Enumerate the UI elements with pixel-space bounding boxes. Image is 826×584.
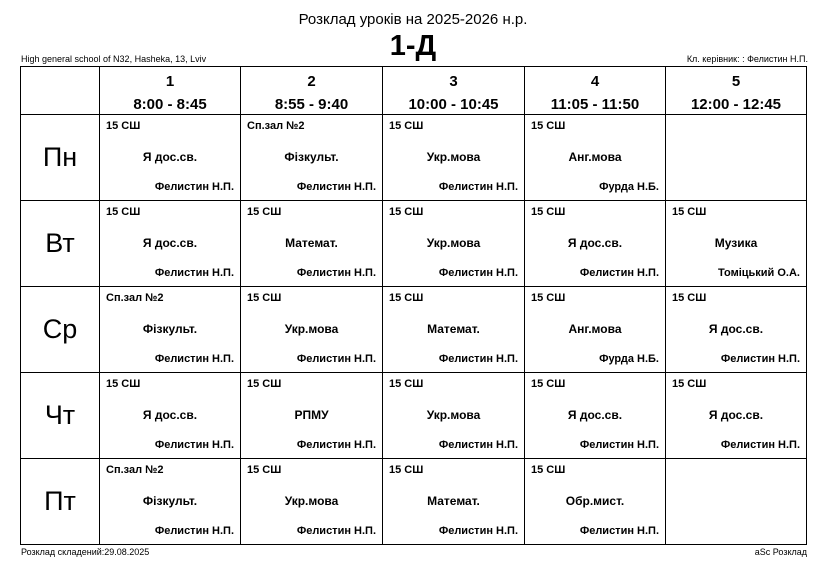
period-number: 4 <box>590 72 600 90</box>
lesson-teacher: Фелистин Н.П. <box>296 181 376 193</box>
lesson-room: Сп.зал №2 <box>247 120 305 132</box>
period-time: 10:00 - 10:45 <box>408 95 499 113</box>
lesson-room: 15 СШ <box>531 292 566 304</box>
period-number: 2 <box>307 72 316 90</box>
lesson-subject: Укр.мова <box>284 494 339 508</box>
lesson-cell <box>383 373 525 459</box>
lesson-room: 15 СШ <box>247 378 282 390</box>
lesson-teacher: Фелистин Н.П. <box>720 439 800 451</box>
lesson-cell <box>100 201 241 287</box>
period-time: 8:00 - 8:45 <box>133 95 207 113</box>
lesson-subject: Математ. <box>427 494 480 508</box>
lesson-room: 15 СШ <box>531 206 566 218</box>
day-row <box>21 287 807 373</box>
lesson-teacher: Фелистин Н.П. <box>154 181 234 193</box>
day-label: Вт <box>21 201 100 287</box>
lesson-room: 15 СШ <box>389 206 424 218</box>
lesson-room: 15 СШ <box>672 378 707 390</box>
lesson-room: 15 СШ <box>531 378 566 390</box>
period-number: 1 <box>165 72 175 90</box>
lesson-teacher: Фелистин Н.П. <box>154 525 234 537</box>
period-header <box>666 67 807 115</box>
lesson-subject: Я дос.св. <box>708 408 764 422</box>
lesson-room: Сп.зал №2 <box>106 464 164 476</box>
lesson-room: 15 СШ <box>389 292 424 304</box>
lesson-cell <box>666 287 807 373</box>
lesson-cell <box>666 115 807 201</box>
day-row <box>21 115 807 201</box>
lesson-teacher: Фелистин Н.П. <box>296 267 376 279</box>
lesson-subject: Фізкульт. <box>142 494 198 508</box>
generated-date: Розклад складений:29.08.2025 <box>21 547 150 557</box>
lesson-room: 15 СШ <box>389 378 424 390</box>
lesson-cell <box>100 459 241 545</box>
day-label: Чт <box>21 373 100 459</box>
day-label: Ср <box>21 287 100 373</box>
lesson-cell <box>383 201 525 287</box>
lesson-teacher: Фелистин Н.П. <box>579 439 659 451</box>
lesson-subject: Укр.мова <box>426 150 481 164</box>
period-number: 5 <box>731 72 741 90</box>
lesson-room: 15 СШ <box>531 120 566 132</box>
lesson-cell <box>383 287 525 373</box>
lesson-teacher: Фелистин Н.П. <box>720 353 800 365</box>
lesson-room: 15 СШ <box>106 206 141 218</box>
timetable-grid <box>20 66 807 545</box>
lesson-cell <box>525 459 666 545</box>
lesson-teacher: Фелистин Н.П. <box>438 439 518 451</box>
lesson-cell <box>525 373 666 459</box>
lesson-subject: Укр.мова <box>426 236 481 250</box>
day-row <box>21 373 807 459</box>
lesson-room: 15 СШ <box>106 378 141 390</box>
period-header <box>241 67 383 115</box>
lesson-teacher: Фелистин Н.П. <box>296 525 376 537</box>
lesson-cell <box>666 373 807 459</box>
lesson-cell <box>241 115 383 201</box>
lesson-subject: Я дос.св. <box>567 408 623 422</box>
period-header <box>100 67 241 115</box>
lesson-teacher: Фелистин Н.П. <box>579 525 659 537</box>
lesson-subject: Фізкульт. <box>284 150 339 164</box>
lesson-teacher: Фелистин Н.П. <box>438 181 518 193</box>
period-header-row <box>21 67 807 115</box>
lesson-teacher: Фелистин Н.П. <box>296 353 376 365</box>
lesson-subject: Анг.мова <box>568 322 622 336</box>
lesson-teacher: Фелистин Н.П. <box>154 439 234 451</box>
lesson-teacher: Фурда Н.Б. <box>599 181 659 193</box>
lesson-cell <box>666 459 807 545</box>
lesson-cell <box>525 201 666 287</box>
lesson-subject: Анг.мова <box>568 150 622 164</box>
lesson-teacher: Томіцький О.А. <box>717 267 800 279</box>
lesson-teacher: Фелистин Н.П. <box>154 353 234 365</box>
lesson-room: 15 СШ <box>247 206 282 218</box>
lesson-subject: Математ. <box>427 322 480 336</box>
lesson-cell <box>100 373 241 459</box>
lesson-room: 15 СШ <box>247 464 282 476</box>
lesson-cell <box>100 115 241 201</box>
day-label: Пт <box>21 459 100 545</box>
school-name: High general school of N32, Hasheka, 13, Lviv <box>21 54 207 64</box>
lesson-cell <box>241 373 383 459</box>
app-name: aSc Розклад <box>754 547 807 557</box>
lesson-room: 15 СШ <box>389 464 424 476</box>
lesson-teacher: Фелистин Н.П. <box>296 439 376 451</box>
lesson-room: 15 СШ <box>247 292 282 304</box>
lesson-teacher: Фелистин Н.П. <box>438 353 518 365</box>
lesson-room: 15 СШ <box>389 120 424 132</box>
lesson-subject: Я дос.св. <box>142 236 198 250</box>
schedule-title: Розклад уроків на 2025-2026 н.р. <box>298 11 528 28</box>
lesson-room: 15 СШ <box>106 120 141 132</box>
lesson-subject: РПМУ <box>294 408 329 422</box>
class-teacher: Кл. керівник: : Фелистин Н.П. <box>686 54 808 64</box>
lesson-room: 15 СШ <box>672 206 707 218</box>
lesson-teacher: Фелистин Н.П. <box>579 267 659 279</box>
lesson-subject: Укр.мова <box>426 408 481 422</box>
lesson-cell <box>383 115 525 201</box>
day-label: Пн <box>21 115 100 201</box>
lesson-cell <box>525 115 666 201</box>
period-time: 12:00 - 12:45 <box>690 95 782 113</box>
lesson-subject: Обр.мист. <box>565 494 625 508</box>
lesson-cell <box>241 287 383 373</box>
lesson-teacher: Фелистин Н.П. <box>154 267 234 279</box>
lesson-subject: Я дос.св. <box>142 150 198 164</box>
lesson-teacher: Фурда Н.Б. <box>599 353 659 365</box>
lesson-cell <box>241 459 383 545</box>
class-name: 1-Д <box>389 30 437 62</box>
period-header <box>383 67 525 115</box>
lesson-subject: Я дос.св. <box>708 322 764 336</box>
period-time: 11:05 - 11:50 <box>550 95 640 113</box>
lesson-subject: Музика <box>714 236 758 250</box>
lesson-subject: Я дос.св. <box>142 408 198 422</box>
corner-cell <box>21 67 100 115</box>
period-number: 3 <box>449 72 458 90</box>
lesson-subject: Укр.мова <box>284 322 339 336</box>
lesson-subject: Фізкульт. <box>142 322 198 336</box>
lesson-cell <box>241 201 383 287</box>
lesson-cell <box>100 287 241 373</box>
lesson-room: 15 СШ <box>531 464 566 476</box>
period-header <box>525 67 666 115</box>
day-row <box>21 459 807 545</box>
lesson-teacher: Фелистин Н.П. <box>438 267 518 279</box>
lesson-cell <box>525 287 666 373</box>
lesson-teacher: Фелистин Н.П. <box>438 525 518 537</box>
lesson-room: 15 СШ <box>672 292 707 304</box>
lesson-cell <box>383 459 525 545</box>
lesson-room: Сп.зал №2 <box>106 292 164 304</box>
lesson-subject: Я дос.св. <box>567 236 623 250</box>
lesson-subject: Математ. <box>285 236 338 250</box>
lesson-cell <box>666 201 807 287</box>
period-time: 8:55 - 9:40 <box>274 95 349 113</box>
day-row <box>21 201 807 287</box>
